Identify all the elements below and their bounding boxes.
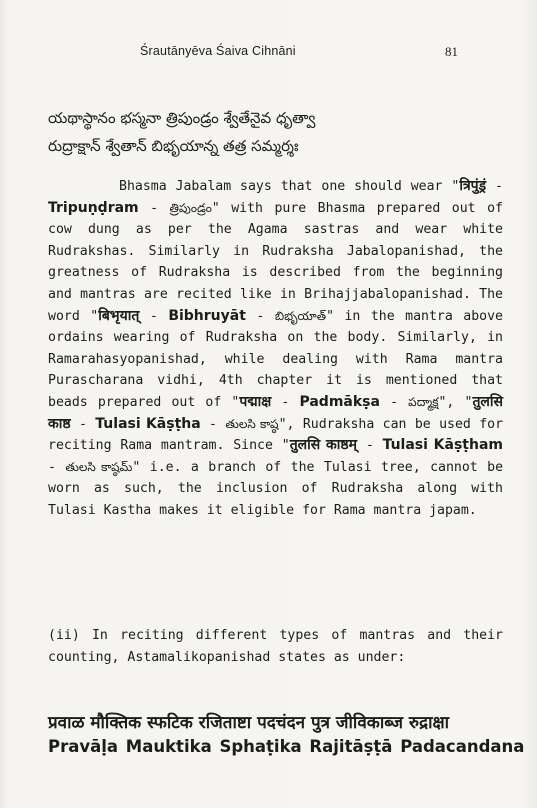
page-header <box>0 44 537 64</box>
telugu-verse <box>48 104 488 160</box>
term-devanagari: तुलसि काष्ठम् <box>289 437 357 454</box>
paragraph-1: Bhasma Jabalam says that one should wear "त्रिपुंड्रं - Tripuṇḍram - త్రిపుండ్రం" with pure Bhasma prepared out of cow dung as per the Agama sastras and wear white Rudrakshas. Similarly in Rudraksha Jabalopanishad, the greatness of Rudraksha is described from the beginning and mantras are recited like in Brihajjabalopanishad. The word "बिभृयात् - Bibhruyāt - బిభృయాత్" in the mantra above ordains wearing of Rudraksha on the body. Similarly, in Ramarahasyopanishad, while dealing with Rama mantra Purascharana vidhi, 4th chapter it is mentioned that beads prepared out of "पद्माक्ष - Padmākṣa - పద్మాక్ష", "तुलसि काष्ठ - Tulasi Kāṣṭha - తులసి కాష్ఠ", Rudraksha can be used for reciting Rama mantram. Since "तुलसि काष्ठम् - Tulasi Kāṣṭham - తులసి కాష్ఠమ్" i.e. a branch of the Tulasi tree, cannot be worn as such, the inclusion of Rudraksha along with Tulasi Kastha makes it eligible for Rama mantra japam. <box>48 178 504 518</box>
verse-line-1: యథాస్థానం భస్మనా త్రిపుండ్రం శ్వేతేనైవ ధృత్వా <box>48 109 316 127</box>
verse-line-2: రుద్రాక్షాన్ శ్వేతాన్ బిభృయాన్న తత్ర సమ్మర్శః <box>48 137 299 155</box>
shloka-transliteration: Pravāḷa Mauktika Sphaṭika Rajitāṣṭā Padacandana <box>48 737 525 756</box>
term-roman: Bibhruyāt <box>168 307 246 324</box>
term-roman: Tulasi Kāṣṭham <box>382 437 504 454</box>
running-title: Śrautānyēva Śaiva Cihnāni <box>140 44 296 58</box>
term-devanagari: बिभृयात् <box>98 307 140 324</box>
term-roman: Tulasi Kāṣṭha <box>95 415 201 432</box>
shloka-devanagari: प्रवाळ मौक्तिक स्फटिक रजिताष्टा पदचंदन पुत्र जीविकाब्ज रुद्राक्षा <box>48 713 450 733</box>
term-telugu: బిభృయాత్ <box>274 308 327 323</box>
page-number: 81 <box>445 44 458 59</box>
term-telugu: తులసి కాష్ఠ <box>225 416 279 431</box>
paragraph-2: (ii) In reciting different types of mantras and their counting, Astamalikopanishad states as under: <box>48 628 503 665</box>
term-telugu: తులసి కాష్ఠమ్ <box>65 459 133 474</box>
term-devanagari: तुलसि काष्ठ <box>48 393 503 432</box>
term-devanagari: पद्माक्ष <box>239 393 272 410</box>
term-roman: Padmākṣa <box>299 393 380 410</box>
term-roman: Tripuṇḍram <box>48 199 139 216</box>
term-devanagari: त्रिपुंड्रं <box>459 178 487 194</box>
term-telugu: త్రిపుండ్రం <box>169 200 212 215</box>
explanation-paragraph <box>48 176 503 522</box>
section-ii-paragraph <box>48 625 503 668</box>
term-telugu: పద్మాక్ష <box>408 394 439 409</box>
